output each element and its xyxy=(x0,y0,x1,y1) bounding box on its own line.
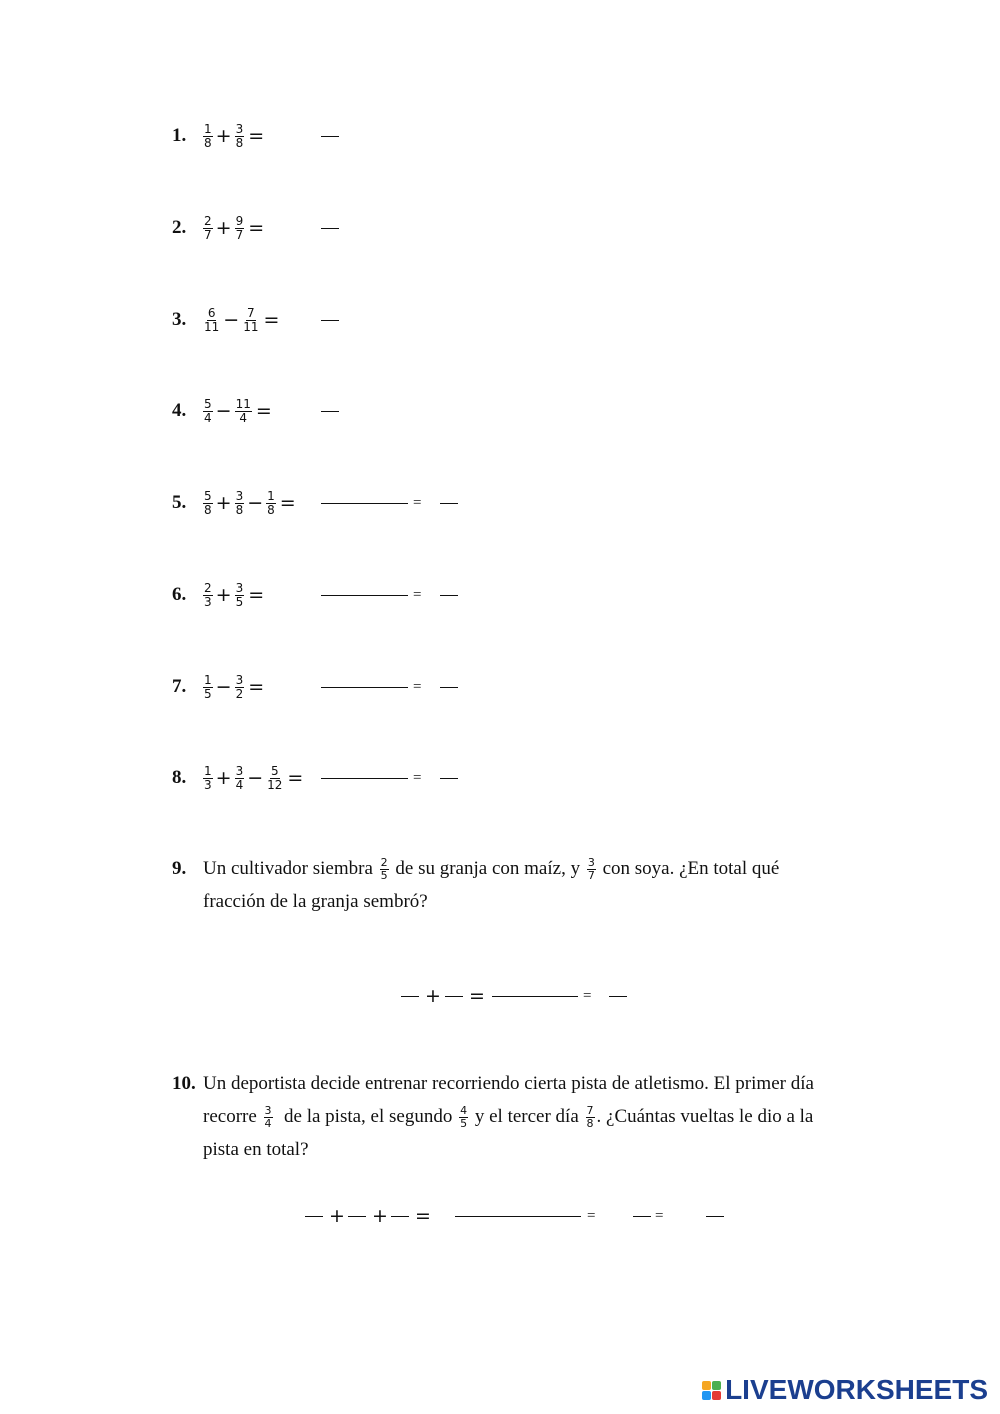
problem-number: 2. xyxy=(172,217,187,238)
fraction: $\frac{2}{3}$ xyxy=(204,580,212,609)
q10-blank-3[interactable] xyxy=(391,1216,409,1217)
q9-text-3: con soya. ¿En total qué xyxy=(602,858,780,879)
operator: + xyxy=(215,125,232,147)
question-10-text xyxy=(203,1067,903,1166)
logo-square-1 xyxy=(702,1381,711,1390)
problem-expression xyxy=(203,758,303,798)
work-blank[interactable] xyxy=(321,687,408,688)
work-blank[interactable] xyxy=(321,595,408,596)
problem-number: 5. xyxy=(172,492,187,513)
fraction: $\frac{5}{8}$ xyxy=(204,488,212,517)
operator: − xyxy=(247,767,264,789)
fraction: $\frac{7}{11}$ xyxy=(243,305,259,334)
equals-sign: = xyxy=(263,309,280,331)
q10-text-5: . ¿Cuántas vueltas le dio a la xyxy=(596,1106,814,1127)
q10-text-6: pista en total? xyxy=(203,1139,309,1160)
logo-square-4 xyxy=(712,1391,721,1400)
q10-blank-5[interactable] xyxy=(633,1216,651,1217)
fraction: $\frac{5}{12}$ xyxy=(267,763,283,792)
problem-expression xyxy=(203,116,264,156)
q10-blank-6[interactable] xyxy=(706,1216,724,1217)
q9-text-4: fracción de la granja sembró? xyxy=(203,891,428,912)
fraction: $\frac{6}{11}$ xyxy=(204,305,220,334)
q10-fraction-b: $\frac{4}{5}$ xyxy=(460,1104,468,1131)
equals-sign: = xyxy=(248,676,265,698)
fraction: $\frac{1}{5}$ xyxy=(204,672,212,701)
problem-number: 1. xyxy=(172,125,187,146)
fraction: $\frac{1}{8}$ xyxy=(204,121,212,150)
q10-text-2: recorre xyxy=(203,1106,257,1127)
q10-plus-2: + xyxy=(372,1205,388,1227)
q9-blank-2[interactable] xyxy=(445,996,463,997)
logo-square-3 xyxy=(702,1391,711,1400)
operator: − xyxy=(215,676,232,698)
q10-equals: = xyxy=(415,1205,431,1227)
fraction: $\frac{1}{8}$ xyxy=(267,488,275,517)
q10-blank-2[interactable] xyxy=(348,1216,366,1217)
problem-expression xyxy=(203,391,272,431)
q10-text-1: Un deportista decide entrenar recorriendo cierta pista de atletismo. El primer día xyxy=(203,1073,814,1094)
problem-expression xyxy=(203,483,296,523)
problem-number: 3. xyxy=(172,309,187,330)
problem-expression xyxy=(203,575,264,615)
work-blank[interactable] xyxy=(321,503,408,504)
answer-blank[interactable] xyxy=(321,136,339,137)
fraction: $\frac{3}{4}$ xyxy=(235,763,244,792)
problem-number: 7. xyxy=(172,676,187,697)
small-equals: = xyxy=(413,679,422,695)
q10-blank-4[interactable] xyxy=(455,1216,581,1217)
q9-blank-1[interactable] xyxy=(401,996,419,997)
q10-small-equals-2: = xyxy=(655,1208,664,1224)
question-10-number: 10. xyxy=(172,1073,196,1094)
work-blank[interactable] xyxy=(321,778,408,779)
q9-text-2: de su granja con maíz, y xyxy=(395,858,581,879)
liveworksheets-logo[interactable] xyxy=(702,1374,988,1406)
q9-fraction-b: $\frac{3}{7}$ xyxy=(587,856,595,883)
q9-fraction-a: $\frac{2}{5}$ xyxy=(380,856,388,883)
fraction: $\frac{3}{5}$ xyxy=(235,580,244,609)
operator: − xyxy=(215,400,232,422)
fraction: $\frac{3}{2}$ xyxy=(235,672,244,701)
operator: − xyxy=(247,492,264,514)
q10-text-3: de la pista, el segundo xyxy=(284,1106,453,1127)
problem-number: 4. xyxy=(172,400,187,421)
q9-small-equals: = xyxy=(583,988,592,1004)
problem-expression xyxy=(203,300,279,340)
q10-plus-1: + xyxy=(329,1205,345,1227)
logo-mark-icon xyxy=(702,1381,721,1400)
operator: + xyxy=(215,767,232,789)
q10-fraction-c: $\frac{7}{8}$ xyxy=(586,1104,594,1131)
equals-sign: = xyxy=(248,125,265,147)
operator: + xyxy=(215,584,232,606)
problem-number: 8. xyxy=(172,767,187,788)
answer-blank[interactable] xyxy=(440,595,458,596)
q10-fraction-a: $\frac{3}{4}$ xyxy=(264,1104,272,1131)
problem-expression xyxy=(203,208,264,248)
q10-small-equals-1: = xyxy=(587,1208,596,1224)
equals-sign: = xyxy=(279,492,296,514)
operator: + xyxy=(215,217,232,239)
operator: − xyxy=(223,309,240,331)
answer-blank[interactable] xyxy=(440,778,458,779)
question-9-text xyxy=(203,852,903,918)
small-equals: = xyxy=(413,587,422,603)
logo-square-2 xyxy=(712,1381,721,1390)
answer-blank[interactable] xyxy=(321,320,339,321)
answer-blank[interactable] xyxy=(321,411,339,412)
equals-sign: = xyxy=(287,767,304,789)
problem-number: 6. xyxy=(172,584,187,605)
fraction: $\frac{2}{7}$ xyxy=(204,213,212,242)
equals-sign: = xyxy=(255,400,272,422)
answer-blank[interactable] xyxy=(440,503,458,504)
q9-blank-3[interactable] xyxy=(492,996,578,997)
fraction: $\frac{11}{4}$ xyxy=(235,396,251,425)
answer-blank[interactable] xyxy=(440,687,458,688)
fraction: $\frac{1}{3}$ xyxy=(204,763,212,792)
fraction: $\frac{5}{4}$ xyxy=(204,396,212,425)
problem-expression xyxy=(203,667,264,707)
small-equals: = xyxy=(413,770,422,786)
q9-text-1: Un cultivador siembra xyxy=(203,858,373,879)
operator: + xyxy=(215,492,232,514)
q9-equals: = xyxy=(469,985,485,1007)
small-equals: = xyxy=(413,495,422,511)
q10-text-4: y el tercer día xyxy=(474,1106,579,1127)
equals-sign: = xyxy=(248,584,265,606)
fraction: $\frac{3}{8}$ xyxy=(235,488,244,517)
q10-blank-1[interactable] xyxy=(305,1216,323,1217)
question-9-number: 9. xyxy=(172,858,187,879)
fraction: $\frac{9}{7}$ xyxy=(235,213,244,242)
q9-blank-4[interactable] xyxy=(609,996,627,997)
logo-text: LIVEWORKSHEETS xyxy=(725,1374,988,1405)
answer-blank[interactable] xyxy=(321,228,339,229)
fraction: $\frac{3}{8}$ xyxy=(235,121,244,150)
equals-sign: = xyxy=(248,217,265,239)
q9-plus: + xyxy=(425,985,441,1007)
